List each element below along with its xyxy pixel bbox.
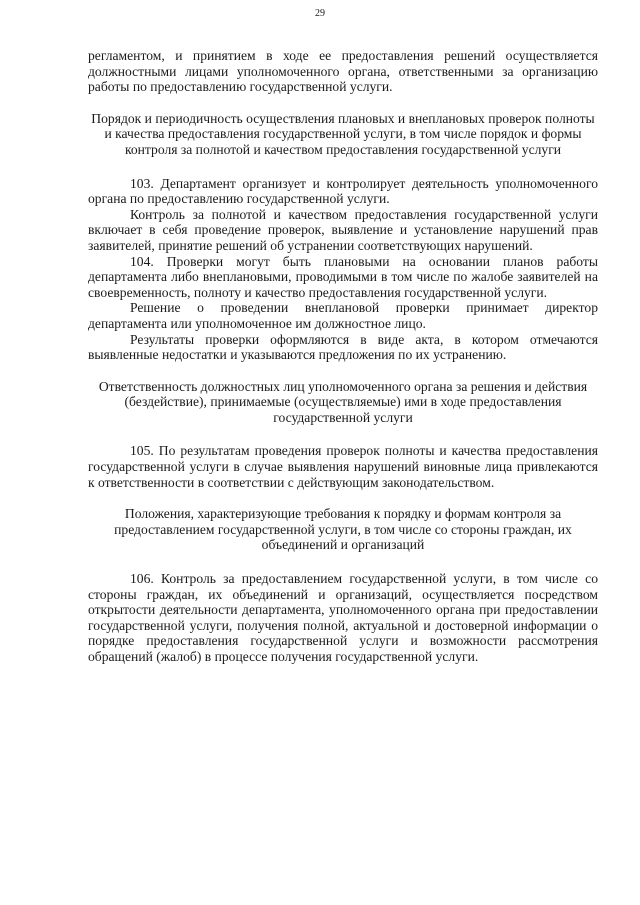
paragraph-105: 105. По результатам проведения проверок полноты и качества предоставления государственной услуги в случае выявления нарушений виновные лица привлекаются к ответственности в соответствии с действующим законодательством. — [88, 443, 598, 490]
paragraph-106: 106. Контроль за предоставлением государственной услуги, в том числе со стороны граждан, их объединений и организаций, осуществляется посредством открытости деятельности департамента, уполномоченного органа при предоставлении государственной услуги, получения полной, актуальной и достоверной информации о порядке предоставления государственной услуги и возможности рассмотрения обращений (жалоб) в процессе получения государственной услуги. — [88, 571, 598, 664]
section-heading-control-provisions: Положения, характеризующие требования к порядку и формам контроля за предоставлением государственной услуги, в том числе со стороны граждан, их объединений и организаций — [114, 506, 572, 553]
page-number: 29 — [315, 8, 325, 19]
paragraph-103-control: Контроль за полнотой и качеством предоставления государственной услуги включает в себя проведение проверок, выявление и установление нарушений прав заявителей, принятие решений об устранении соответствующих нарушений. — [88, 206, 598, 253]
paragraph-continuation: регламентом, и принятием в ходе ее предоставления решений осуществляется должностными лицами уполномоченного органа, ответственными за организацию работы по предоставлению государственной услуги. — [88, 48, 598, 95]
paragraph-103: 103. Департамент организует и контролирует деятельность уполномоченного органа по предоставлению государственной услуги. — [88, 175, 598, 207]
paragraph-104: 104. Проверки могут быть плановыми на основании планов работы департамента либо внеплановыми, проводимыми в том числе по жалобе заявителей на своевременность, полноту и качество предоставления государственной услуги. — [88, 253, 598, 300]
paragraph-104-decision: Решение о проведении внеплановой проверки принимает директор департамента или уполномоченное им должностное лицо. — [88, 300, 598, 331]
section-heading-inspections: Порядок и периодичность осуществления плановых и внеплановых проверок полноты и качества предоставления государственной услуги, в том числе порядок и формы контроля за полнотой и качеством предоставления государственной услуги — [91, 110, 595, 157]
paragraph-104-results: Результаты проверки оформляются в виде акта, в котором отмечаются выявленные недостатки и указываются предложения по их устранению. — [88, 331, 598, 363]
page-content — [88, 48, 598, 665]
section-heading-responsibility: Ответственность должностных лиц уполномоченного органа за решения и действия (бездействие), принимаемые (осуществляемые) ими в ходе предоставления государственной услуги — [98, 378, 588, 425]
